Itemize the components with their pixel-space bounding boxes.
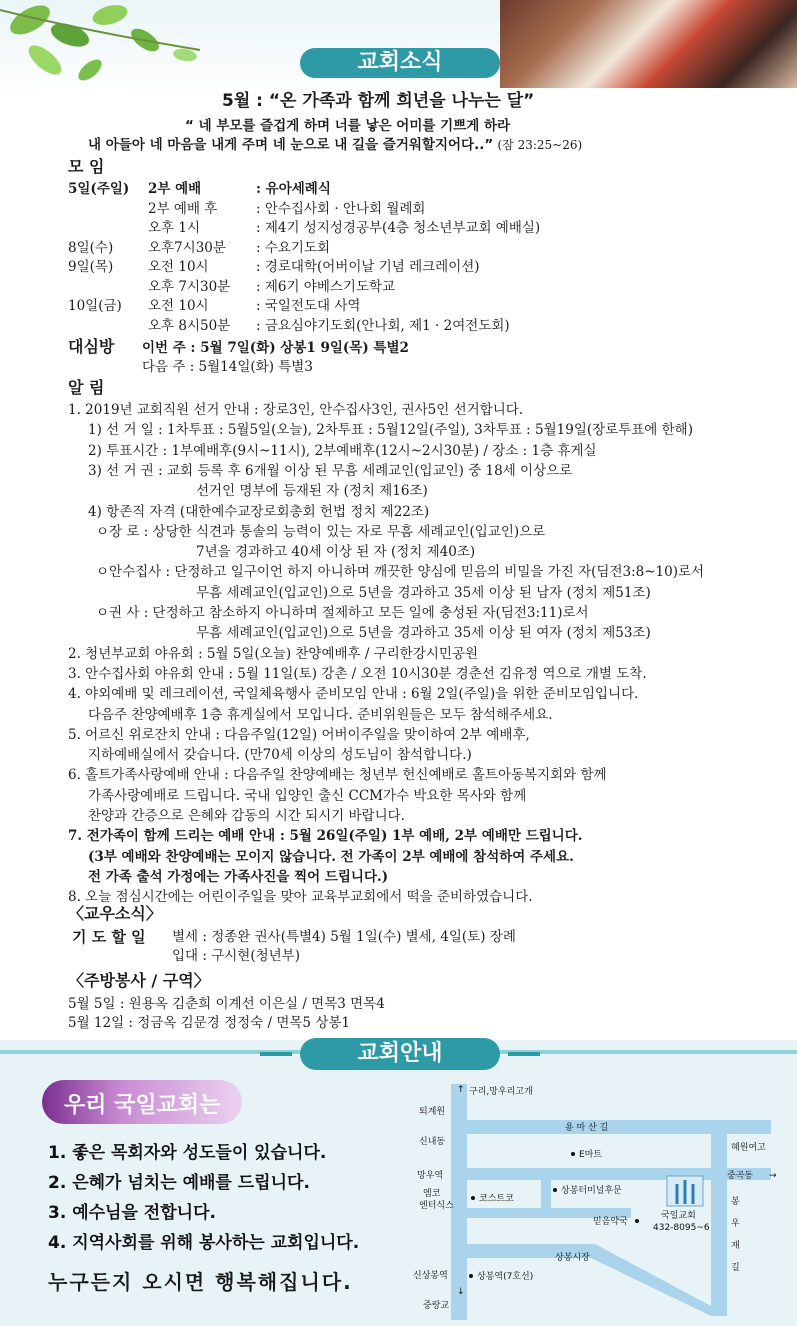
visit-label: 대심방 [68, 337, 115, 356]
pharmacy-marker [635, 1219, 639, 1223]
map-label-sinnae: 신내동 [419, 1137, 446, 1147]
notice-line: 1) 선 거 일 : 1차투표 : 5월5일(오늘), 2차투표 : 5월12일(주일), 3차투표 : 5월19일(장로투표에 한해) [88, 422, 693, 439]
map-label-toegyewon: 퇴계원 [419, 1107, 446, 1117]
notice-line: 3) 선 거 권 : 교회 등록 후 6개월 이상 된 무흠 세례교인(입교인) 중 18세 이상으로 [88, 462, 573, 479]
visit-line-1: 이번 주 : 5월 7일(화) 상봉1 9일(목) 특별2 [142, 340, 409, 356]
members-heading: 〈교우소식〉 [68, 904, 162, 923]
notice-line: 7. 전가족이 함께 드리는 예배 안내 : 5월 26일(주일) 1부 예배, 2부 예배만 드립니다. [68, 828, 583, 845]
service-heading: 〈주방봉사 / 구역〉 [68, 971, 210, 990]
notice-line: 찬양과 간증으로 은혜와 감동의 시간 되시기 바랍니다. [88, 808, 405, 824]
notice-line: 전 가족 출석 가정에는 가족사진을 찍어 드립니다.) [88, 868, 389, 885]
map-label-market: 상봉시장 [555, 1253, 590, 1263]
map-label-terminal: 상봉터미널후문 [561, 1186, 622, 1196]
news-section-title: 교회소식 [300, 48, 500, 78]
map-label-yongmasan: 용 마 산 길 [565, 1123, 609, 1133]
map-label-costco: 코스트코 [479, 1194, 514, 1204]
verse-line-2 [88, 136, 582, 154]
station-marker [469, 1274, 473, 1278]
family-photo [500, 0, 797, 88]
notice-line: 4) 항존직 자격 (대한예수교장로회총회 헌법 정치 제22조) [88, 503, 430, 520]
visit-row [68, 338, 114, 357]
meeting-event: : 유아세례식 [256, 181, 331, 197]
map-label-entercis: 엔터식스 [419, 1201, 454, 1211]
notice-line: 6. 홀트가족사랑예배 안내 : 다음주일 찬양예배는 청년부 헌신예배로 홀트아동복지회와 함께 [68, 767, 607, 784]
notice-line: 무흠 세례교인(입교인)으로 5년을 경과하고 35세 이상 된 여자 (정치 제53조) [196, 625, 651, 642]
notice-line: ㅇ장 로 : 상당한 식견과 통솔의 능력이 있는 자로 무흠 세례교인(입교인)으로 [96, 523, 546, 540]
map-up-arrow: ↑ [457, 1085, 465, 1095]
meeting-event: : 안수집사회 · 안나회 월례회 [256, 200, 426, 217]
map-right-arrow: → [769, 1171, 777, 1181]
guide-item: 1. 좋은 목회자와 성도들이 있습니다. [48, 1143, 327, 1163]
church-name-text: 우리 국일교회는 [64, 1093, 221, 1118]
map-label-bongu-1: 봉 [731, 1197, 740, 1207]
notice-line: 5. 어르신 위로잔치 안내 : 다음주일(12일) 어버이주일을 맞이하여 2부 예배후, [68, 726, 530, 743]
notice-line: ㅇ안수집사 : 단정하고 일구이언 하지 아니하며 깨끗한 양심에 믿음의 비밀을 가진 자(딤전3:8~10)로서 [96, 564, 705, 581]
meeting-date: 10일(금) [68, 298, 122, 314]
notice-line: 8. 오늘 점심시간에는 어린이주일을 맞아 교육부교회에서 떡을 준비하였습니다. [68, 889, 533, 906]
notice-line: 3. 안수집사회 야유회 안내 : 5월 11일(토) 강촌 / 오전 10시30분 경춘선 김유정 역으로 개별 도착. [68, 665, 647, 682]
meeting-time: 오후7시30분 [148, 239, 226, 256]
notice-line: 가족사랑예배로 드립니다. 국내 입양인 출신 CCM가수 박요한 목사와 함께 [88, 787, 527, 804]
emart-marker [571, 1152, 575, 1156]
map-label-jungnang: 중랑교 [423, 1301, 450, 1311]
terminal-marker [553, 1188, 557, 1192]
meeting-event: : 제4기 성지성경공부(4층 청소년부교회 예배실) [256, 220, 541, 236]
meeting-event: : 제6기 야베스기도학교 [256, 278, 396, 295]
meetings-heading: 모 임 [68, 157, 105, 176]
map-label-guri: 구리,망우리고개 [469, 1087, 533, 1097]
visit-line-2: 다음 주 : 5월14일(화) 특별3 [142, 359, 313, 375]
map-label-bongu-4: 길 [731, 1263, 740, 1273]
guide-item: 3. 예수님을 전합니다. [48, 1203, 216, 1223]
church-location-map [405, 1080, 785, 1320]
guide-item: 2. 은혜가 넘치는 예배를 드립니다. [48, 1173, 310, 1193]
church-name-badge [42, 1080, 242, 1124]
members-line-2: 입대 : 구시현(청년부) [172, 948, 300, 964]
verse-line-1: “ 네 부모를 즐겁게 하며 너를 낳은 어미를 기쁘게 하라 [185, 118, 511, 134]
notice-line: 7년을 경과하고 40세 이상 된 자 (정치 제40조) [196, 544, 476, 561]
meeting-event: : 국일전도대 사역 [256, 298, 361, 314]
service-line-1: 5월 5일 : 원용옥 김춘희 이계선 이은실 / 면목3 면목4 [68, 996, 385, 1012]
map-label-emart: E마트 [579, 1150, 603, 1160]
notice-line: ㅇ권 사 : 단정하고 참소하지 아니하며 절제하고 모든 일에 충성된 자(딤전3:11)로서 [96, 605, 589, 621]
map-label-bongu-2: 우 [731, 1219, 740, 1229]
notice-line: 선거인 명부에 등재된 자 (정치 제16조) [196, 483, 428, 500]
meeting-date: 9일(목) [68, 259, 114, 275]
meeting-time: 오전 10시 [148, 298, 209, 314]
map-label-phone: 432-8095~6 [653, 1223, 710, 1233]
prayer-label: 기 도 할 일 [72, 928, 146, 946]
service-line-2: 5월 12일 : 정금옥 김문경 정정숙 / 면목5 상봉1 [68, 1015, 350, 1031]
notices-heading: 알 림 [68, 378, 105, 397]
map-label-sangbong-station: 상봉역(7호선) [477, 1272, 534, 1282]
meeting-date: 5일(주일) [68, 181, 130, 197]
map-label-hyewon: 혜원여고 [731, 1143, 766, 1153]
map-label-pharmacy: 믿음약국 [593, 1217, 628, 1227]
notice-line: 2. 청년부교회 야유회 : 5월 5일(오늘) 찬양예배후 / 구리한강시민공원 [68, 645, 479, 662]
meeting-time: 오후 7시30분 [148, 278, 231, 295]
meeting-event: : 금요심야기도회(안나회, 제1 · 2여전도회) [256, 317, 510, 334]
month-title: 5월 : “온 가족과 함께 희년을 나누는 달” [222, 91, 535, 111]
map-down-arrow: ↓ [457, 1287, 465, 1297]
map-label-bongu-3: 재 [731, 1241, 740, 1251]
notice-line: 2) 투표시간 : 1부예배후(9시~11시), 2부예배후(12시~2시30분) / 장소 : 1층 휴게실 [88, 442, 597, 459]
guide-section-title: 교회안내 [300, 1038, 500, 1070]
meeting-time: 2부 예배 후 [148, 200, 218, 217]
costco-marker [471, 1196, 475, 1200]
guide-item: 4. 지역사회를 위해 봉사하는 교회입니다. [48, 1233, 360, 1253]
meeting-time: 오후 8시50분 [148, 317, 231, 334]
notice-line: 무흠 세례교인(입교인)으로 5년을 경과하고 35세 이상 된 남자 (정치 제51조) [196, 584, 651, 601]
meeting-event: : 경로대학(어버이날 기념 레크레이션) [256, 259, 480, 275]
map-label-sinsangbong: 신상봉역 [413, 1271, 448, 1281]
meeting-time: 오전 10시 [148, 259, 209, 275]
notice-line: 1. 2019년 교회직원 선거 안내 : 장로3인, 안수집사3인, 권사5인 선거합니다. [68, 402, 524, 418]
meeting-time: 2부 예배 [148, 181, 202, 197]
notice-line: 다음주 찬양예배후 1층 휴게실에서 모입니다. 준비위원들은 모두 참석해주세요. [88, 706, 553, 723]
meeting-time: 오후 1시 [148, 220, 201, 236]
verse-text: 내 아들아 네 마음을 내게 주며 네 눈으로 내 길을 즐거워할지어다..” [88, 137, 494, 153]
map-label-church: 국일교회 [661, 1211, 696, 1221]
welcome-message: 누구든지 오시면 행복해집니다. [48, 1270, 353, 1294]
members-line-1: 별세 : 정종완 권사(특별4) 5월 1일(수) 별세, 4일(토) 장례 [172, 929, 516, 945]
notice-line: 지하예배실에서 갖습니다. (만70세 이상의 성도님이 참석합니다.) [88, 747, 472, 764]
verse-reference: (잠 23:25~26) [497, 138, 583, 152]
map-label-junggok: 중곡동 [727, 1171, 754, 1181]
map-label-emco: 엠코 [423, 1189, 441, 1199]
notice-line: (3부 예배와 찬양예배는 모이지 않습니다. 전 가족이 2부 예배에 참석하여 주세요. [88, 848, 574, 865]
meeting-date: 8일(수) [68, 239, 114, 256]
meeting-event: : 수요기도회 [256, 239, 331, 256]
notice-line: 4. 야외예배 및 레크레이션, 국일체육행사 준비모임 안내 : 6월 2일(주일)을 위한 준비모임입니다. [68, 686, 639, 703]
map-label-mangu: 망우역 [417, 1171, 444, 1181]
